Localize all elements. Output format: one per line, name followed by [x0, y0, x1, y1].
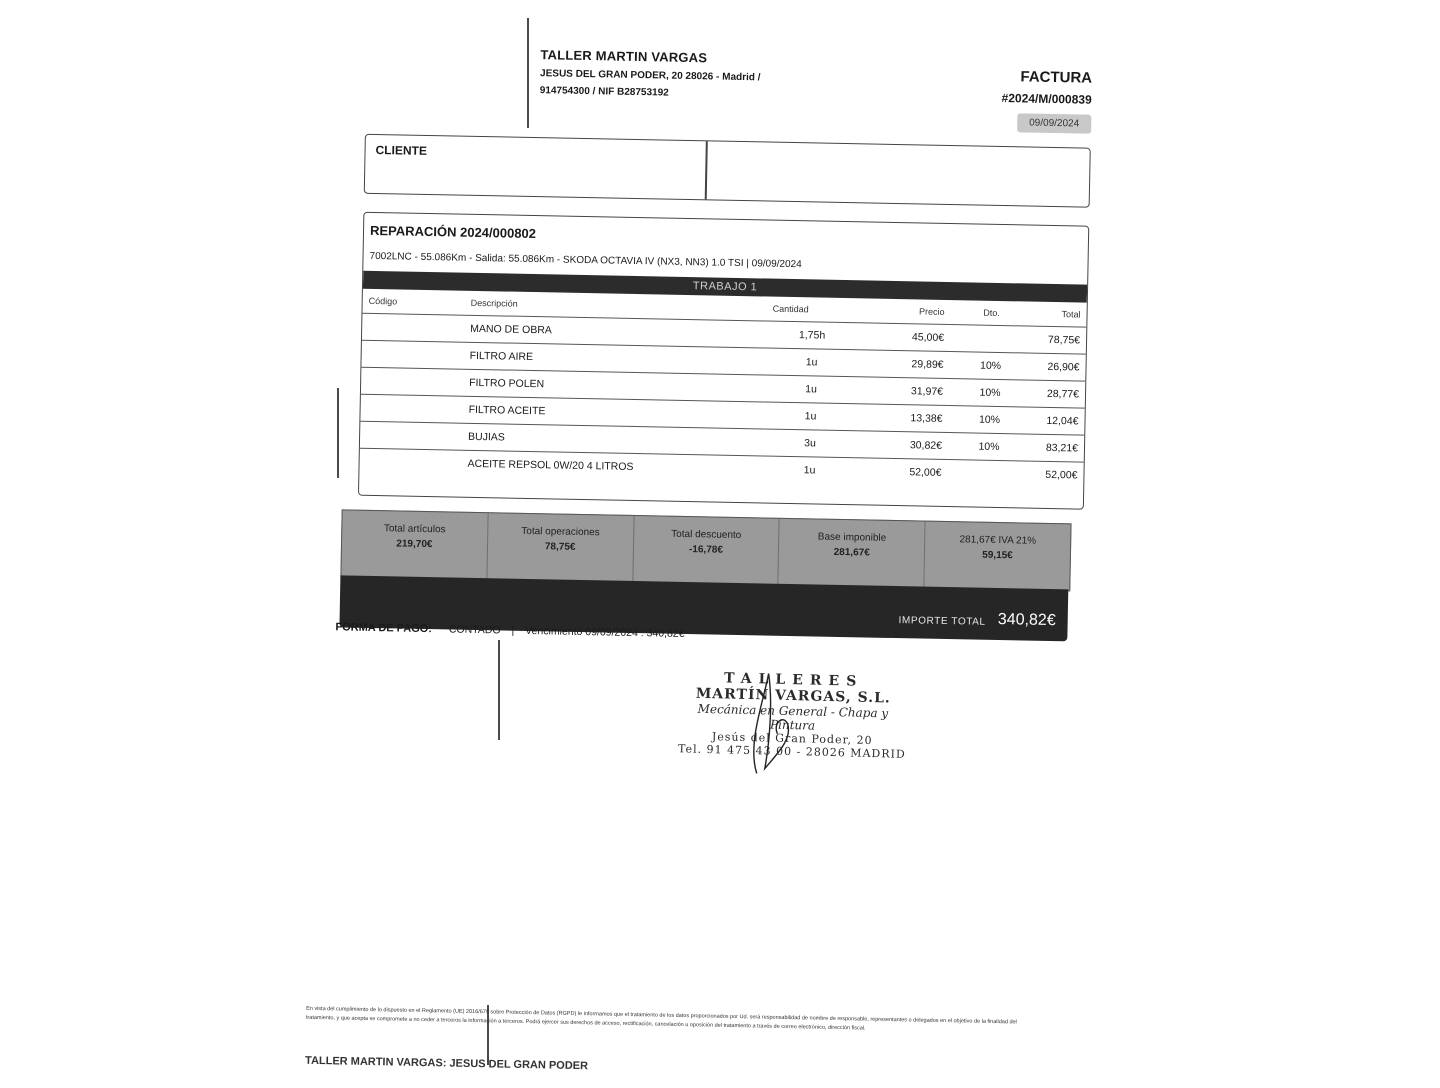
grand-total-value: 340,82€	[997, 611, 1056, 630]
cell-description: FILTRO ACEITE	[462, 396, 764, 429]
invoice-header	[1001, 68, 1092, 134]
taxable-base-value: 281,67€	[833, 546, 870, 559]
total-articles-value: 219,70€	[396, 538, 433, 551]
column-header-total: Total	[1061, 309, 1081, 320]
cell-description: FILTRO AIRE	[463, 342, 765, 375]
invoice-number: #2024/M/000839	[1001, 90, 1092, 107]
taxable-base-label: Base imponible	[817, 531, 887, 544]
work-band: TRABAJO 1	[363, 271, 1087, 303]
cell-price: 52,00€	[855, 458, 947, 486]
cell-code	[359, 448, 461, 476]
total-discount-value: -16,78€	[688, 544, 724, 556]
cell-total: 78,75€	[1032, 326, 1087, 354]
client-box	[364, 134, 1091, 208]
total-discount	[633, 516, 780, 585]
cell-quantity: 1u	[763, 456, 855, 484]
stamp-line-4: Jesús del Gran Poder, 20	[711, 730, 873, 748]
cell-total: 26,90€	[1031, 353, 1086, 381]
cell-price: 29,89€	[857, 350, 950, 379]
company-phone-nif: 914754300 / NIF B28753192	[539, 85, 669, 99]
company-name: TALLER MARTIN VARGAS	[540, 47, 708, 66]
cell-quantity: 1u	[764, 402, 857, 431]
total-articles	[341, 510, 488, 579]
cell-price: 45,00€	[858, 323, 951, 352]
cell-discount	[947, 460, 1029, 488]
payment-due: Vencimiento 09/09/2024 : 340,82€	[525, 624, 685, 640]
cell-code	[362, 313, 464, 342]
cell-code	[360, 394, 462, 423]
cell-quantity: 1u	[765, 348, 858, 377]
vat-label: 281,67€ IVA 21%	[959, 534, 1037, 547]
footer-company: TALLER MARTIN VARGAS: JESUS DEL GRAN PODER	[304, 1054, 589, 1073]
total-operations-value: 78,75€	[544, 541, 576, 553]
cell-price: 13,38€	[856, 404, 949, 433]
cell-discount	[950, 325, 1033, 354]
cell-price: 31,97€	[857, 377, 950, 406]
column-header-quantity: Cantidad	[772, 303, 809, 315]
invoice-title: FACTURA	[1020, 68, 1093, 87]
repair-vehicle-info: 7002LNC - 55.086Km - Salida: 55.086Km - SKODA OCTAVIA IV (NX3, NN3) 1.0 TSI | 09/09/2024	[369, 250, 802, 271]
column-header-description: Descripción	[470, 297, 518, 309]
stamp-line-5: Tel. 91 475 43 00 - 28026 MADRID	[677, 742, 906, 761]
total-discount-label: Total descuento	[671, 528, 742, 542]
vat	[924, 522, 1070, 591]
client-divider	[705, 141, 708, 199]
payment-method: CONTADO	[448, 623, 501, 637]
cell-discount: 10%	[949, 352, 1032, 381]
cell-quantity: 1,75h	[766, 321, 859, 350]
client-label: CLIENTE	[375, 142, 428, 158]
cell-discount: 10%	[948, 406, 1031, 435]
cell-description: FILTRO POLEN	[463, 369, 765, 402]
column-header-code: Código	[368, 295, 398, 307]
legal-notice: En vista del cumplimiento de lo dispuesto en el Reglamento (UE) 2016/679 sobre Protección de Datos (RGPD) le informamos que el tratamiento de los datos proporcionados por Ud. será responsabilidad de nombre de responsable, representantes o delegados en el objetivo de la finalidad del tratamiento, y que acepta se compromete a no ceder a terceros la información a terceros. Podrá ejercer sus derechos de acceso, rectificación, cancelación u oposición del tratamiento a través de correo electrónico, dirección fiscal.	[305, 1005, 1017, 1032]
repair-box	[358, 212, 1089, 510]
cell-description: ACEITE REPSOL 0W/20 4 LITROS	[461, 450, 763, 482]
cell-total: 52,00€	[1029, 461, 1083, 489]
payment-separator: |	[511, 624, 515, 637]
total-operations	[487, 513, 634, 582]
company-header	[540, 47, 841, 102]
column-header-discount: Dto.	[983, 307, 1000, 318]
cell-code	[360, 421, 462, 450]
grand-total-label: IMPORTE TOTAL	[898, 615, 986, 628]
repair-title: REPARACIÓN 2024/000802	[369, 222, 537, 242]
repair-lines-table	[359, 289, 1086, 489]
cell-description: BUJIAS	[462, 423, 764, 456]
cell-quantity: 3u	[764, 429, 857, 458]
cell-price: 30,82€	[856, 431, 949, 460]
invoice-date: 09/09/2024	[1017, 113, 1091, 133]
cell-total: 83,21€	[1030, 434, 1085, 462]
cell-code	[361, 367, 463, 396]
company-address: JESUS DEL GRAN PODER, 20 28026 - Madrid /	[539, 68, 761, 84]
cell-total: 12,04€	[1030, 407, 1085, 435]
cell-total: 28,77€	[1031, 380, 1086, 408]
cell-quantity: 1u	[765, 375, 858, 404]
stamp-line-1: TALLERES	[723, 670, 864, 690]
stamp-line-3: Mecánica en General - Chapa y Pintura	[697, 701, 889, 733]
cell-discount: 10%	[948, 433, 1031, 462]
cell-discount: 10%	[949, 379, 1032, 408]
total-operations-label: Total operaciones	[521, 525, 600, 539]
payment-label: FORMA DE PAGO:	[335, 621, 433, 636]
stamp-line-2: MARTÍN VARGAS, S.L.	[695, 685, 891, 707]
column-header-price: Precio	[918, 306, 945, 317]
handwritten-signature	[717, 663, 839, 785]
invoice-page	[304, 33, 1101, 1088]
vat-value: 59,15€	[982, 549, 1013, 562]
cell-description: MANO DE OBRA	[464, 315, 766, 348]
total-articles-label: Total artículos	[383, 523, 446, 536]
cell-code	[361, 340, 463, 369]
taxable-base	[779, 519, 926, 588]
